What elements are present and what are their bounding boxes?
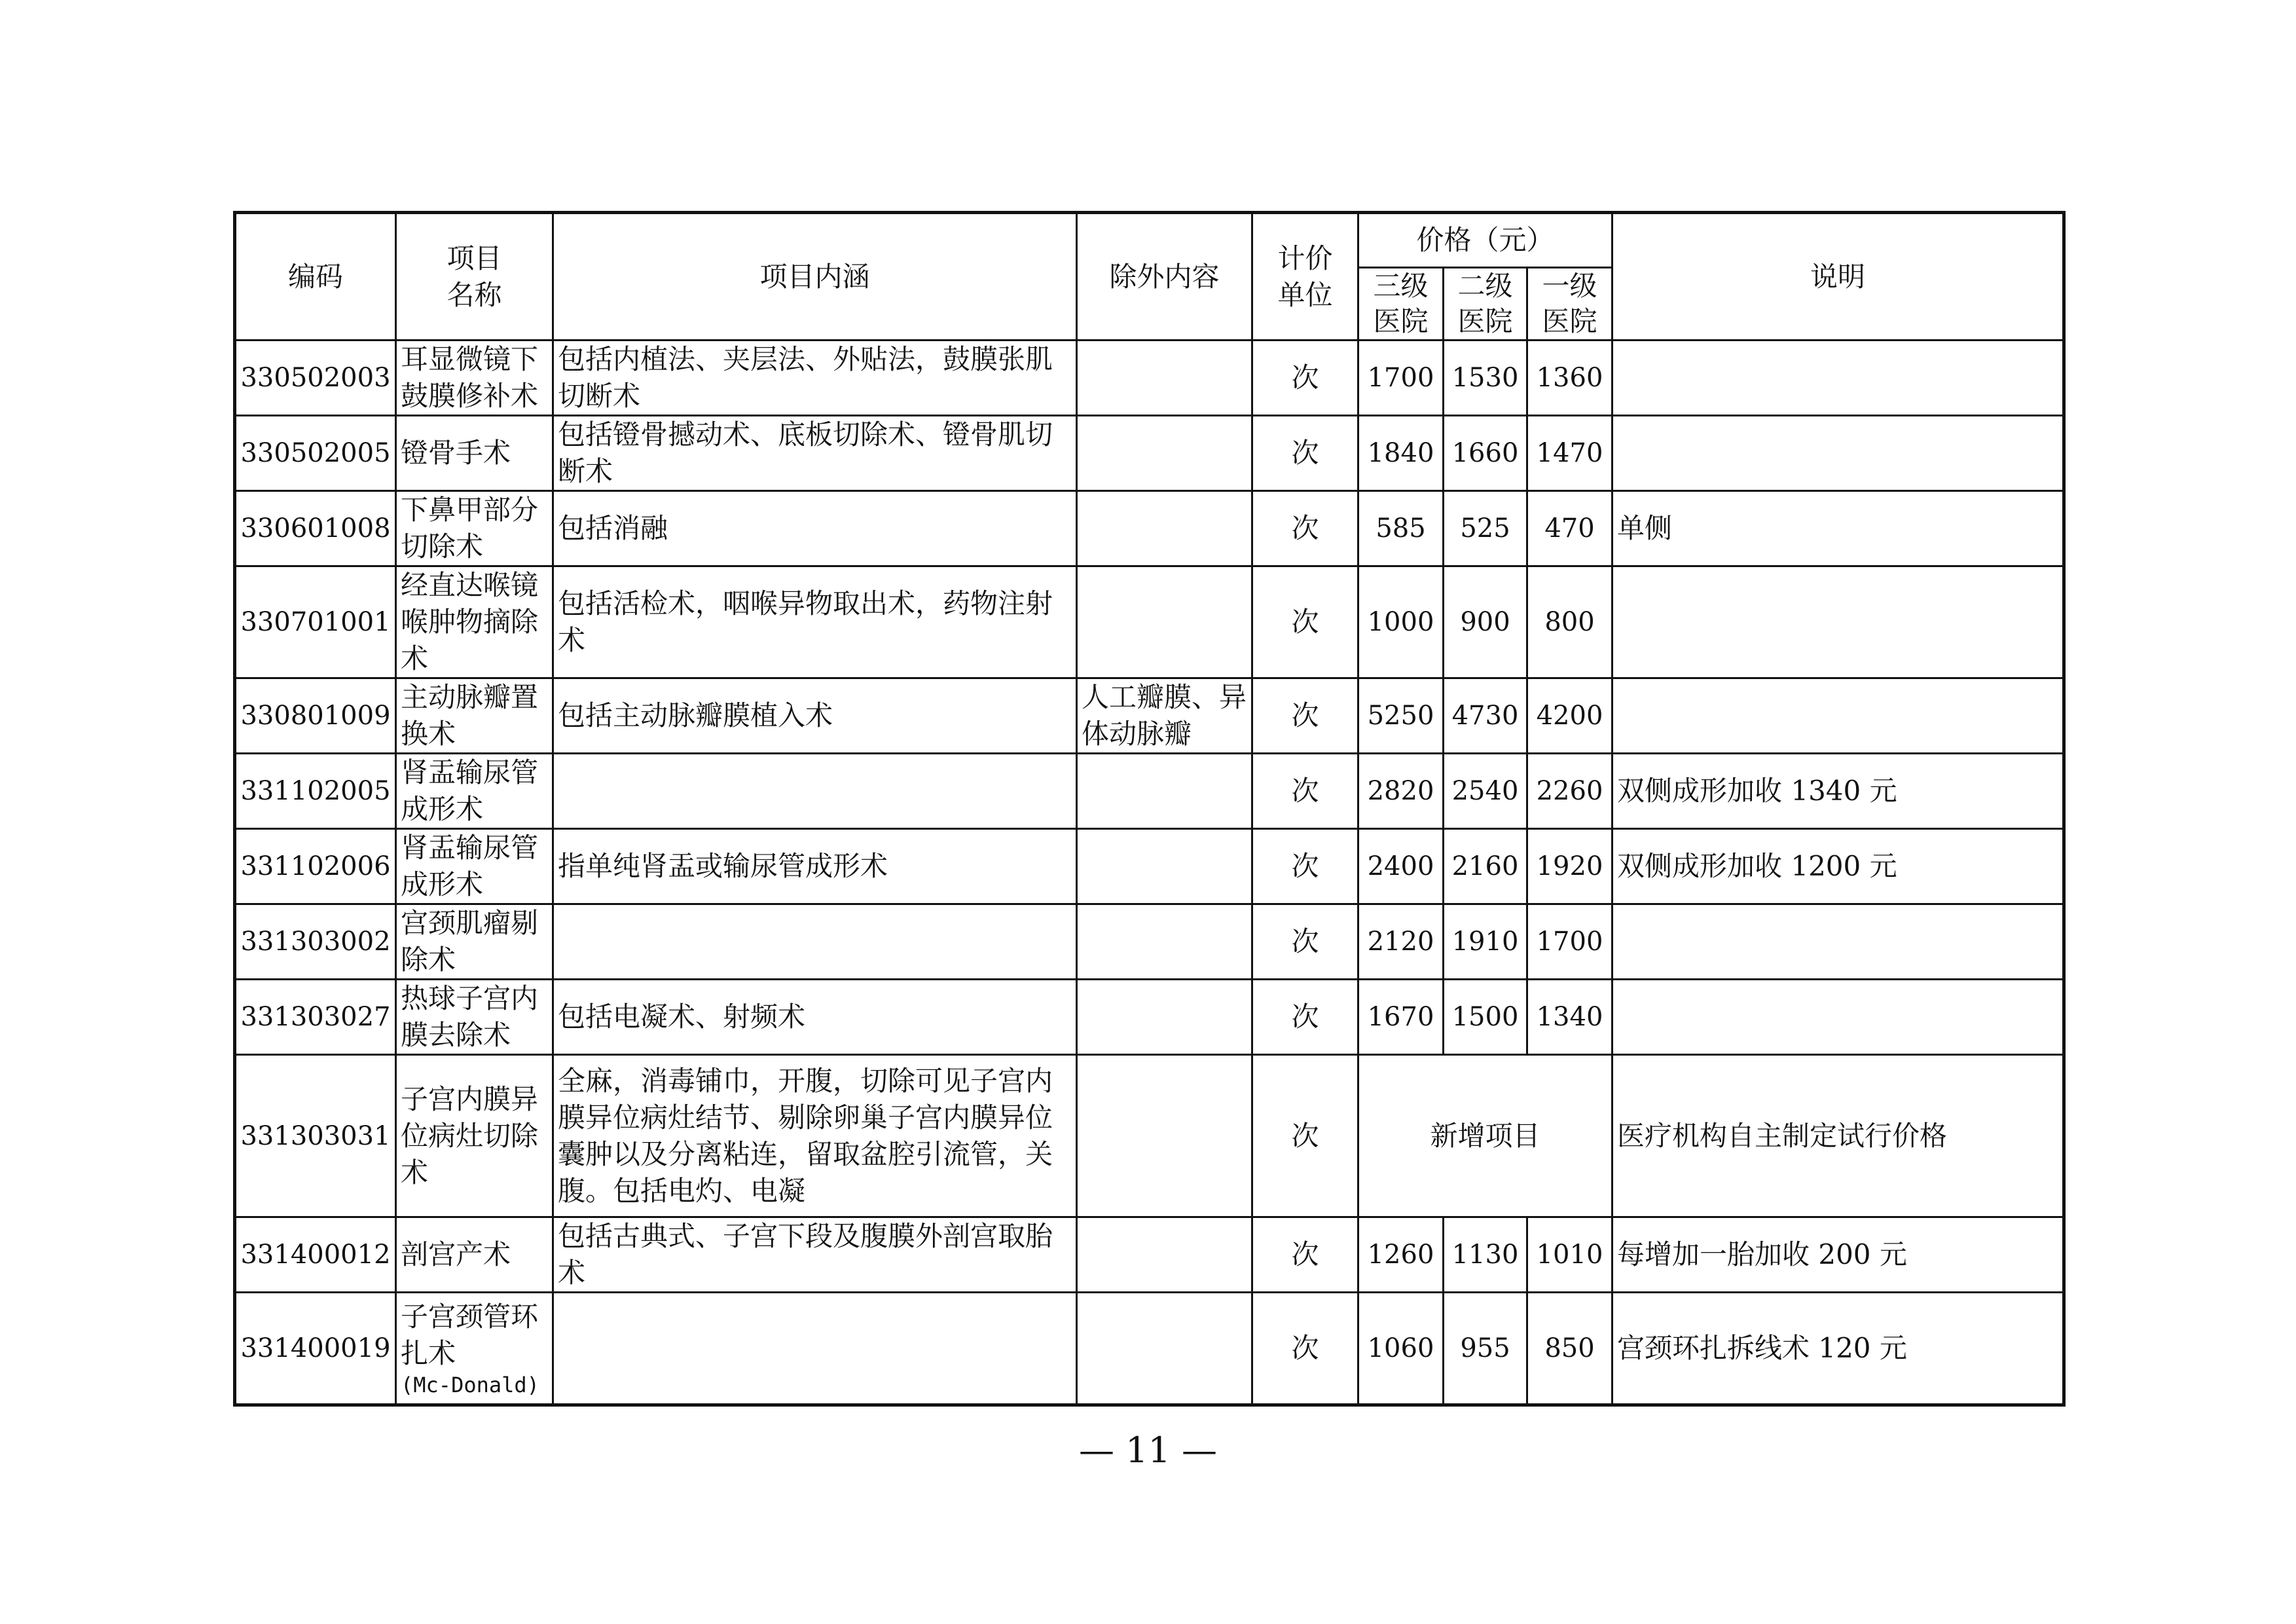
cell-code: 330701001 xyxy=(235,566,396,678)
table-row xyxy=(235,1293,2064,1405)
cell-note: 每增加一胎加收 200 元 xyxy=(1613,1217,2064,1293)
cell-unit: 次 xyxy=(1252,1055,1358,1217)
header-level1-line2: 医院 xyxy=(1542,305,1597,337)
cell-note xyxy=(1613,566,2064,678)
cell-price-level1: 800 xyxy=(1527,566,1613,678)
page-number: — 11 — xyxy=(1078,1430,1218,1471)
cell-price-level2: 2160 xyxy=(1444,829,1527,904)
cell-content xyxy=(553,754,1077,829)
cell-note xyxy=(1613,678,2064,754)
cell-price-level3: 2120 xyxy=(1358,904,1444,980)
cell-excluded xyxy=(1077,904,1252,980)
cell-unit: 次 xyxy=(1252,341,1358,416)
cell-price-level2: 1660 xyxy=(1444,416,1527,491)
cell-unit: 次 xyxy=(1252,1217,1358,1293)
cell-price-level1: 1360 xyxy=(1527,341,1613,416)
cell-content: 包括古典式、子宫下段及腹膜外剖宫取胎术 xyxy=(553,1217,1077,1293)
cell-price-level1: 1700 xyxy=(1527,904,1613,980)
header-level3-line2: 医院 xyxy=(1373,305,1429,337)
cell-code: 331102005 xyxy=(235,754,396,829)
header-unit xyxy=(1252,213,1358,341)
cell-name: 耳显微镜下鼓膜修补术 xyxy=(396,341,553,416)
cell-name: 子宫内膜异位病灶切除术 xyxy=(396,1055,553,1217)
cell-content xyxy=(553,1293,1077,1405)
cell-name: 热球子宫内膜去除术 xyxy=(396,980,553,1055)
cell-name: 镫骨手术 xyxy=(396,416,553,491)
cell-excluded xyxy=(1077,566,1252,678)
cell-price-level3: 1060 xyxy=(1358,1293,1444,1405)
cell-name: 肾盂输尿管成形术 xyxy=(396,829,553,904)
cell-code: 331303031 xyxy=(235,1055,396,1217)
cell-price-level2: 1910 xyxy=(1444,904,1527,980)
header-level2 xyxy=(1444,268,1527,341)
price-table xyxy=(233,211,2066,1407)
header-code: 编码 xyxy=(235,213,396,341)
header-name-line2: 名称 xyxy=(446,278,502,311)
cell-content: 全麻，消毒铺巾，开腹，切除可见子宫内膜异位病灶结节、剔除卵巢子宫内膜异位囊肿以及分离粘连，留取盆腔引流管，关腹。包括电灼、电凝 xyxy=(553,1055,1077,1217)
cell-price-level1: 1920 xyxy=(1527,829,1613,904)
header-name xyxy=(396,213,553,341)
table-row xyxy=(235,1217,2064,1293)
cell-excluded: 人工瓣膜、异体动脉瓣 xyxy=(1077,678,1252,754)
cell-excluded xyxy=(1077,1293,1252,1405)
cell-price-level2: 900 xyxy=(1444,566,1527,678)
cell-note: 医疗机构自主制定试行价格 xyxy=(1613,1055,2064,1217)
cell-excluded xyxy=(1077,1055,1252,1217)
cell-name xyxy=(396,1293,553,1405)
header-excluded: 除外内容 xyxy=(1077,213,1252,341)
cell-unit: 次 xyxy=(1252,566,1358,678)
header-unit-line2: 单位 xyxy=(1277,278,1333,311)
cell-price-level1: 1010 xyxy=(1527,1217,1613,1293)
table-row xyxy=(235,491,2064,566)
header-level3 xyxy=(1358,268,1444,341)
cell-price-level2: 525 xyxy=(1444,491,1527,566)
cell-name: 下鼻甲部分切除术 xyxy=(396,491,553,566)
cell-content: 指单纯肾盂或输尿管成形术 xyxy=(553,829,1077,904)
table-row xyxy=(235,566,2064,678)
cell-price-level2: 1530 xyxy=(1444,341,1527,416)
header-name-line1: 项目 xyxy=(446,242,502,274)
cell-note: 单侧 xyxy=(1613,491,2064,566)
cell-price-level2: 4730 xyxy=(1444,678,1527,754)
cell-code: 331102006 xyxy=(235,829,396,904)
cell-content: 包括消融 xyxy=(553,491,1077,566)
cell-price-level1: 4200 xyxy=(1527,678,1613,754)
cell-note: 宫颈环扎拆线术 120 元 xyxy=(1613,1293,2064,1405)
cell-excluded xyxy=(1077,980,1252,1055)
cell-unit: 次 xyxy=(1252,829,1358,904)
cell-price-level3: 585 xyxy=(1358,491,1444,566)
cell-code: 331303002 xyxy=(235,904,396,980)
cell-price-level3: 2820 xyxy=(1358,754,1444,829)
header-level2-line1: 二级 xyxy=(1457,270,1513,302)
table-row xyxy=(235,678,2064,754)
cell-excluded xyxy=(1077,491,1252,566)
cell-note: 双侧成形加收 1340 元 xyxy=(1613,754,2064,829)
header-unit-line1: 计价 xyxy=(1277,242,1333,274)
cell-name: 剖宫产术 xyxy=(396,1217,553,1293)
cell-name-sub: (Mc-Donald) xyxy=(401,1373,539,1397)
cell-note xyxy=(1613,980,2064,1055)
cell-price-level3: 2400 xyxy=(1358,829,1444,904)
header-level2-line2: 医院 xyxy=(1457,305,1513,337)
cell-note xyxy=(1613,904,2064,980)
table-row xyxy=(235,1055,2064,1217)
cell-excluded xyxy=(1077,754,1252,829)
cell-unit: 次 xyxy=(1252,754,1358,829)
cell-unit: 次 xyxy=(1252,491,1358,566)
cell-price-level2: 1500 xyxy=(1444,980,1527,1055)
cell-content: 包括内植法、夹层法、外贴法，鼓膜张肌切断术 xyxy=(553,341,1077,416)
cell-note xyxy=(1613,416,2064,491)
header-level1 xyxy=(1527,268,1613,341)
cell-name: 肾盂输尿管成形术 xyxy=(396,754,553,829)
cell-unit: 次 xyxy=(1252,980,1358,1055)
cell-unit: 次 xyxy=(1252,1293,1358,1405)
cell-price-merged: 新增项目 xyxy=(1358,1055,1613,1217)
cell-name: 经直达喉镜喉肿物摘除术 xyxy=(396,566,553,678)
cell-code: 330601008 xyxy=(235,491,396,566)
cell-content: 包括活检术，咽喉异物取出术，药物注射术 xyxy=(553,566,1077,678)
cell-content xyxy=(553,904,1077,980)
cell-code: 330502003 xyxy=(235,341,396,416)
cell-unit: 次 xyxy=(1252,678,1358,754)
cell-excluded xyxy=(1077,1217,1252,1293)
cell-price-level1: 2260 xyxy=(1527,754,1613,829)
cell-excluded xyxy=(1077,829,1252,904)
cell-price-level2: 1130 xyxy=(1444,1217,1527,1293)
cell-content: 包括主动脉瓣膜植入术 xyxy=(553,678,1077,754)
cell-code: 331303027 xyxy=(235,980,396,1055)
cell-code: 330502005 xyxy=(235,416,396,491)
cell-content: 包括镫骨撼动术、底板切除术、镫骨肌切断术 xyxy=(553,416,1077,491)
cell-excluded xyxy=(1077,341,1252,416)
table-row xyxy=(235,980,2064,1055)
cell-name: 宫颈肌瘤剔除术 xyxy=(396,904,553,980)
header-price-group: 价格（元） xyxy=(1358,213,1613,268)
cell-excluded xyxy=(1077,416,1252,491)
table-row xyxy=(235,754,2064,829)
cell-code: 331400019 xyxy=(235,1293,396,1405)
cell-price-level3: 1000 xyxy=(1358,566,1444,678)
table-row xyxy=(235,341,2064,416)
cell-price-level1: 850 xyxy=(1527,1293,1613,1405)
cell-price-level2: 955 xyxy=(1444,1293,1527,1405)
table-row xyxy=(235,416,2064,491)
cell-note: 双侧成形加收 1200 元 xyxy=(1613,829,2064,904)
cell-price-level3: 1670 xyxy=(1358,980,1444,1055)
table-row xyxy=(235,904,2064,980)
cell-code: 331400012 xyxy=(235,1217,396,1293)
header-note: 说明 xyxy=(1613,213,2064,341)
cell-price-level1: 1470 xyxy=(1527,416,1613,491)
cell-note xyxy=(1613,341,2064,416)
cell-name-main: 子宫颈管环扎术 xyxy=(401,1301,539,1369)
cell-unit: 次 xyxy=(1252,416,1358,491)
cell-content: 包括电凝术、射频术 xyxy=(553,980,1077,1055)
cell-unit: 次 xyxy=(1252,904,1358,980)
cell-name: 主动脉瓣置换术 xyxy=(396,678,553,754)
header-content: 项目内涵 xyxy=(553,213,1077,341)
cell-price-level1: 1340 xyxy=(1527,980,1613,1055)
cell-price-level3: 1700 xyxy=(1358,341,1444,416)
table-row xyxy=(235,829,2064,904)
cell-code: 330801009 xyxy=(235,678,396,754)
cell-price-level3: 5250 xyxy=(1358,678,1444,754)
cell-price-level1: 470 xyxy=(1527,491,1613,566)
header-level3-line1: 三级 xyxy=(1373,270,1429,302)
header-level1-line1: 一级 xyxy=(1542,270,1597,302)
cell-price-level3: 1840 xyxy=(1358,416,1444,491)
cell-price-level2: 2540 xyxy=(1444,754,1527,829)
cell-price-level3: 1260 xyxy=(1358,1217,1444,1293)
